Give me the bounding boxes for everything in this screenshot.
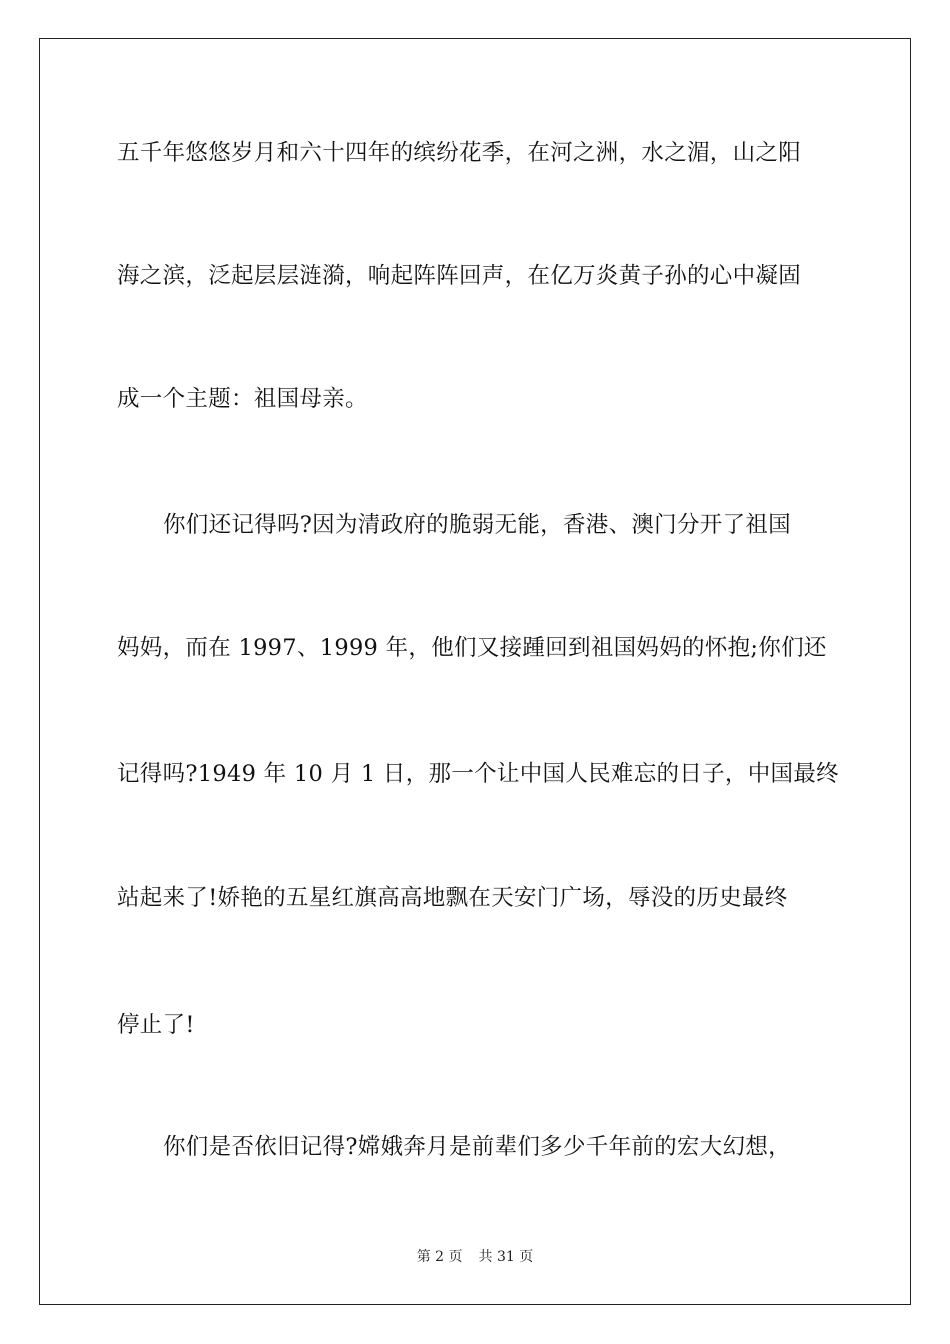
page-footer (0, 1246, 950, 1266)
paragraph-line-5: 妈妈，而在 1997、1999 年，他们又接踵回到祖国妈妈的怀抱;你们还 (117, 635, 827, 661)
paragraph-line-4: 你们还记得吗?因为清政府的脆弱无能，香港、澳门分开了祖国 (163, 512, 791, 538)
paragraph-line-9: 你们是否依旧记得?嫦娥奔月是前辈们多少千年前的宏大幻想， (163, 1134, 791, 1160)
paragraph-line-6: 记得吗?1949 年 10 月 1 日，那一个让中国人民难忘的日子，中国最终 (117, 761, 839, 787)
total-pages: 共 31 页 (478, 1249, 534, 1265)
page-border (39, 38, 911, 1305)
page-number: 第 2 页 (416, 1249, 463, 1265)
paragraph-line-8: 停止了! (117, 1012, 195, 1038)
paragraph-line-7: 站起来了!娇艳的五星红旗高高地飘在天安门广场，辱没的历史最终 (117, 885, 788, 911)
paragraph-line-2: 海之滨，泛起层层涟漪，响起阵阵回声，在亿万炎黄子孙的心中凝固 (117, 263, 802, 289)
paragraph-line-3: 成一个主题：祖国母亲。 (117, 386, 368, 412)
paragraph-line-1: 五千年悠悠岁月和六十四年的缤纷花季，在河之洲，水之湄，山之阳 (117, 140, 802, 166)
